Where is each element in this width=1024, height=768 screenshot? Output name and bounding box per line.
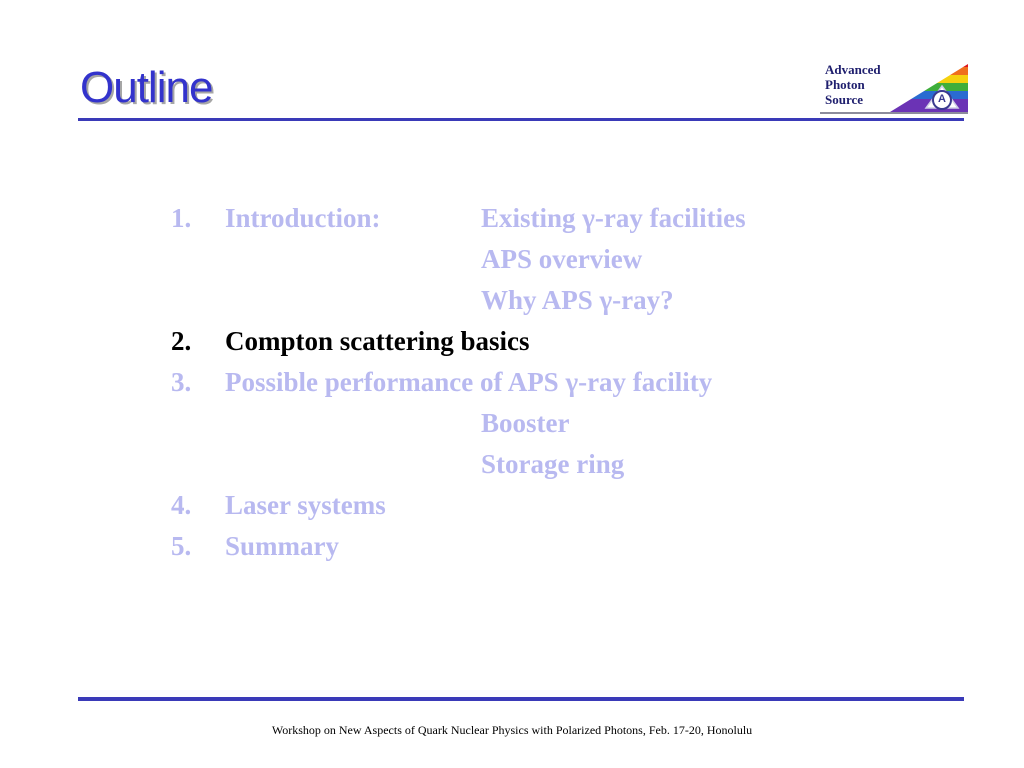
- item-label: Compton scattering basics: [225, 326, 530, 356]
- item-number: 4.: [171, 490, 192, 520]
- footer-text: Workshop on New Aspects of Quark Nuclear Physics with Polarized Photons, Feb. 17-20, Honolulu: [271, 723, 753, 737]
- item-number: 3.: [171, 367, 192, 397]
- outline-subitem-row: [0, 446, 1024, 482]
- item-label: Summary: [225, 531, 339, 561]
- item-label: Introduction:: [225, 203, 381, 233]
- item-number: 2.: [171, 326, 192, 356]
- item-number: 1.: [171, 203, 192, 233]
- outline-item-1: [0, 200, 1024, 236]
- item-subitem: Booster: [481, 408, 570, 438]
- outline-item-2: [0, 323, 1024, 359]
- outline-subitem-row: [0, 241, 1024, 277]
- item-subitem: Existing γ-ray facilities: [481, 203, 746, 233]
- item-label: Possible performance of APS γ-ray facility: [225, 367, 713, 397]
- slide-title: Outline: [80, 63, 213, 112]
- logo-line-source: Source: [825, 92, 864, 107]
- item-subitem: Why APS γ-ray?: [481, 285, 674, 315]
- logo-line-advanced: Advanced: [825, 62, 881, 77]
- outline-item-4: [0, 487, 1024, 523]
- logo-emblem-letter: A: [938, 93, 946, 105]
- footer-divider: [78, 697, 964, 701]
- outline-subitem-row: [0, 405, 1024, 441]
- item-label: Laser systems: [225, 490, 386, 520]
- outline-item-5: [0, 528, 1024, 564]
- item-subitem: APS overview: [481, 244, 643, 274]
- item-number: 5.: [171, 531, 192, 561]
- logo-line-photon: Photon: [825, 77, 865, 92]
- outline-item-3: [0, 364, 1024, 400]
- item-subitem: Storage ring: [481, 449, 625, 479]
- outline-subitem-row: [0, 282, 1024, 318]
